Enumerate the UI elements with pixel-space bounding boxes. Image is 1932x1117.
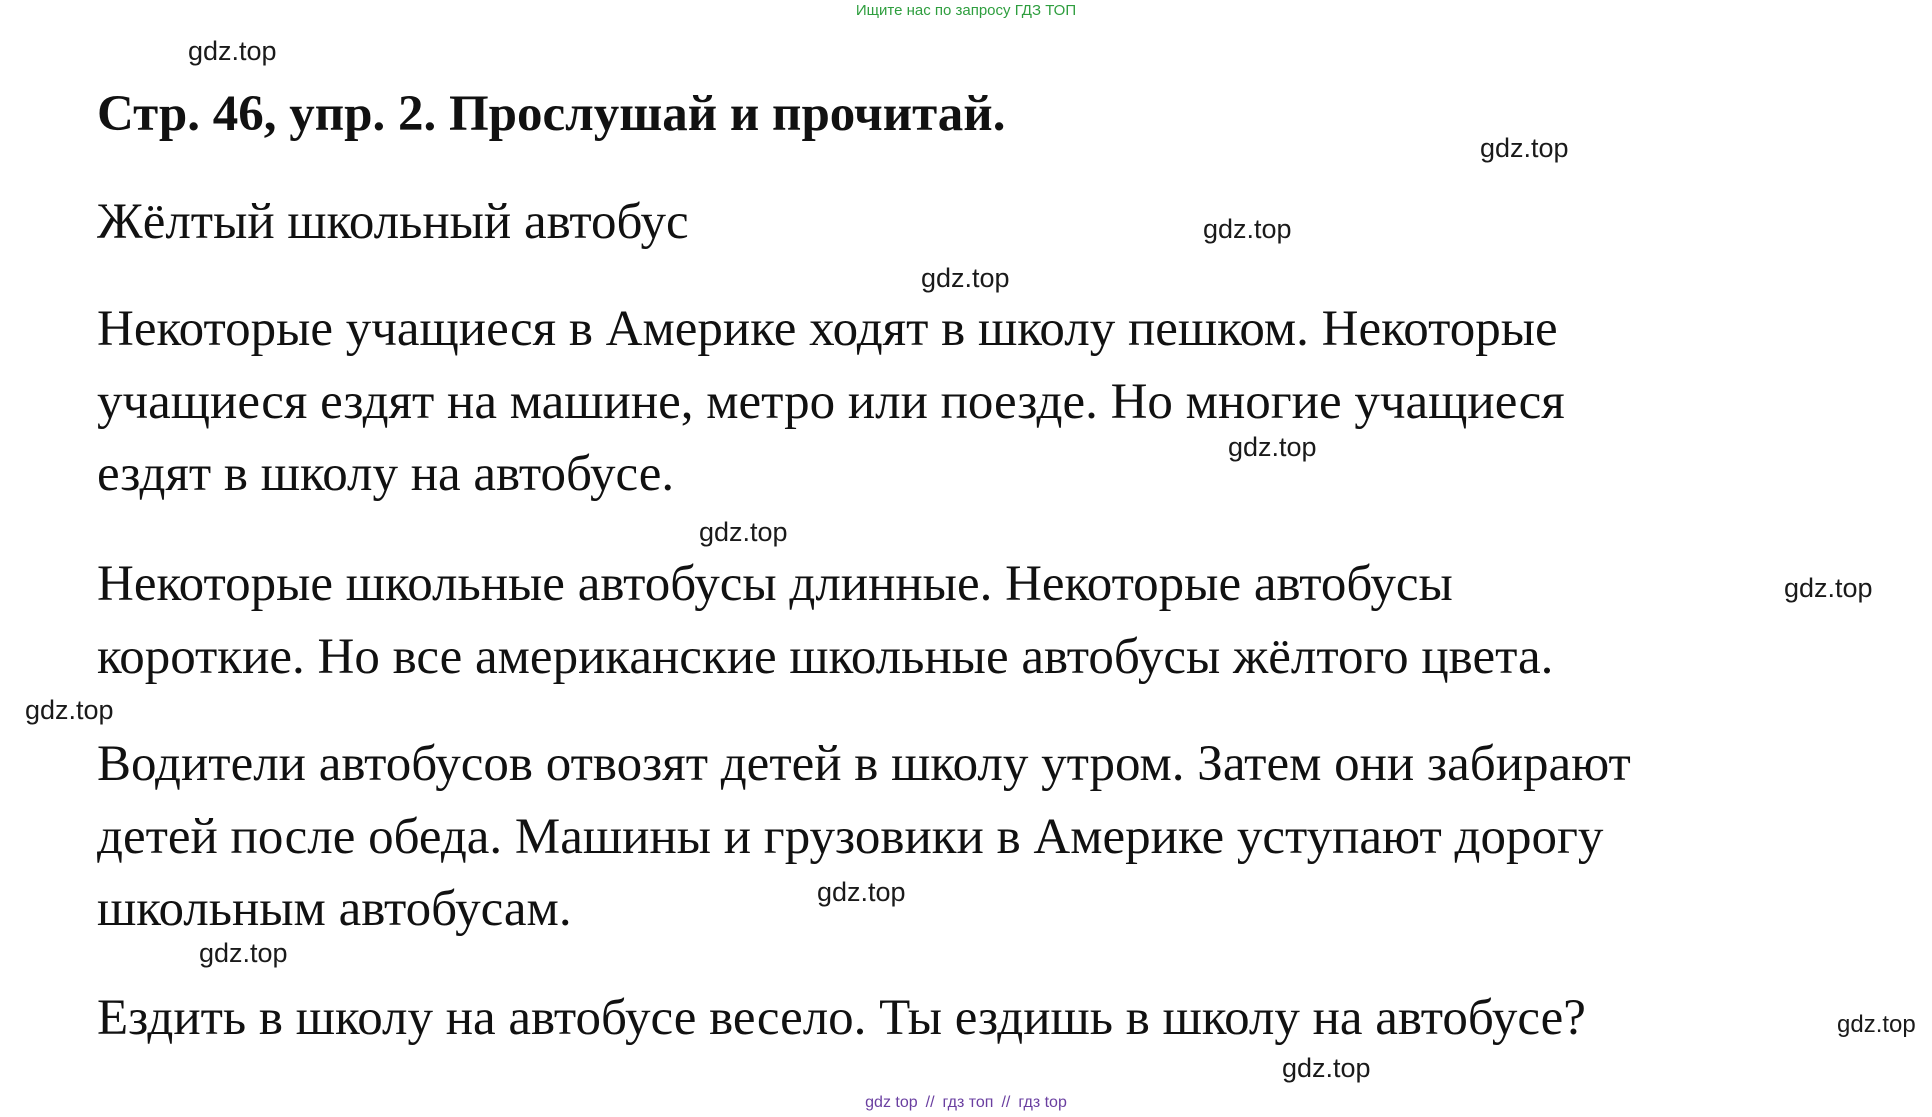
footer-link[interactable]: гдз топ [942, 1094, 994, 1111]
watermark-text: gdz.top [1282, 1053, 1371, 1083]
footer-separator: // [925, 1094, 935, 1111]
paragraph-line: Ездить в школу на автобусе весело. Ты ездишь в школу на автобусе? [97, 990, 1586, 1046]
paragraph-3 [97, 728, 1631, 946]
paragraph-line: ездят в школу на автобусе. [97, 446, 675, 502]
paragraph-1 [97, 293, 1565, 511]
top-banner[interactable]: Ищите нас по запросу ГДЗ ТОП [855, 2, 1077, 19]
watermark-text: gdz.top [1480, 133, 1569, 163]
watermark-text: gdz.top [188, 36, 277, 66]
watermark-text: gdz.top [699, 517, 788, 547]
watermark-text: gdz.top [1784, 573, 1873, 603]
footer-link[interactable]: гдз top [1018, 1094, 1067, 1111]
paragraph-line: Некоторые школьные автобусы длинные. Некоторые автобусы [97, 556, 1453, 612]
text-subtitle: Жёлтый школьный автобус [97, 194, 689, 250]
paragraph-line: короткие. Но все американские школьные автобусы жёлтого цвета. [97, 628, 1554, 685]
watermark-text: gdz.top [199, 938, 288, 968]
footer-separator: // [1001, 1094, 1011, 1111]
footer-links [0, 1094, 1932, 1112]
watermark-text: gdz.top [1228, 432, 1317, 462]
watermark-text: gdz.top [1203, 214, 1292, 244]
paragraph-line: Некоторые учащиеся в Америке ходят в школу пешком. Некоторые [97, 301, 1558, 357]
paragraph-line: учащиеся ездят на машине, метро или поезде. Но многие учащиеся [97, 373, 1565, 430]
paragraph-line: школьным автобусам. [97, 881, 572, 937]
paragraph-4 [97, 982, 1586, 1055]
page-title: Стр. 46, упр. 2. Прослушай и прочитай. [97, 86, 1006, 142]
watermark-text: gdz.top [25, 695, 114, 725]
paragraph-2 [97, 548, 1553, 693]
footer-link[interactable]: gdz top [865, 1094, 918, 1111]
paragraph-line: Водители автобусов отвозят детей в школу утром. Затем они забирают [97, 736, 1631, 792]
watermark-text: gdz.top [817, 877, 906, 907]
watermark-text: gdz.top [1837, 1011, 1916, 1038]
watermark-text: gdz.top [921, 263, 1010, 293]
paragraph-line: детей после обеда. Машины и грузовики в Америке уступают дорогу [97, 808, 1604, 865]
